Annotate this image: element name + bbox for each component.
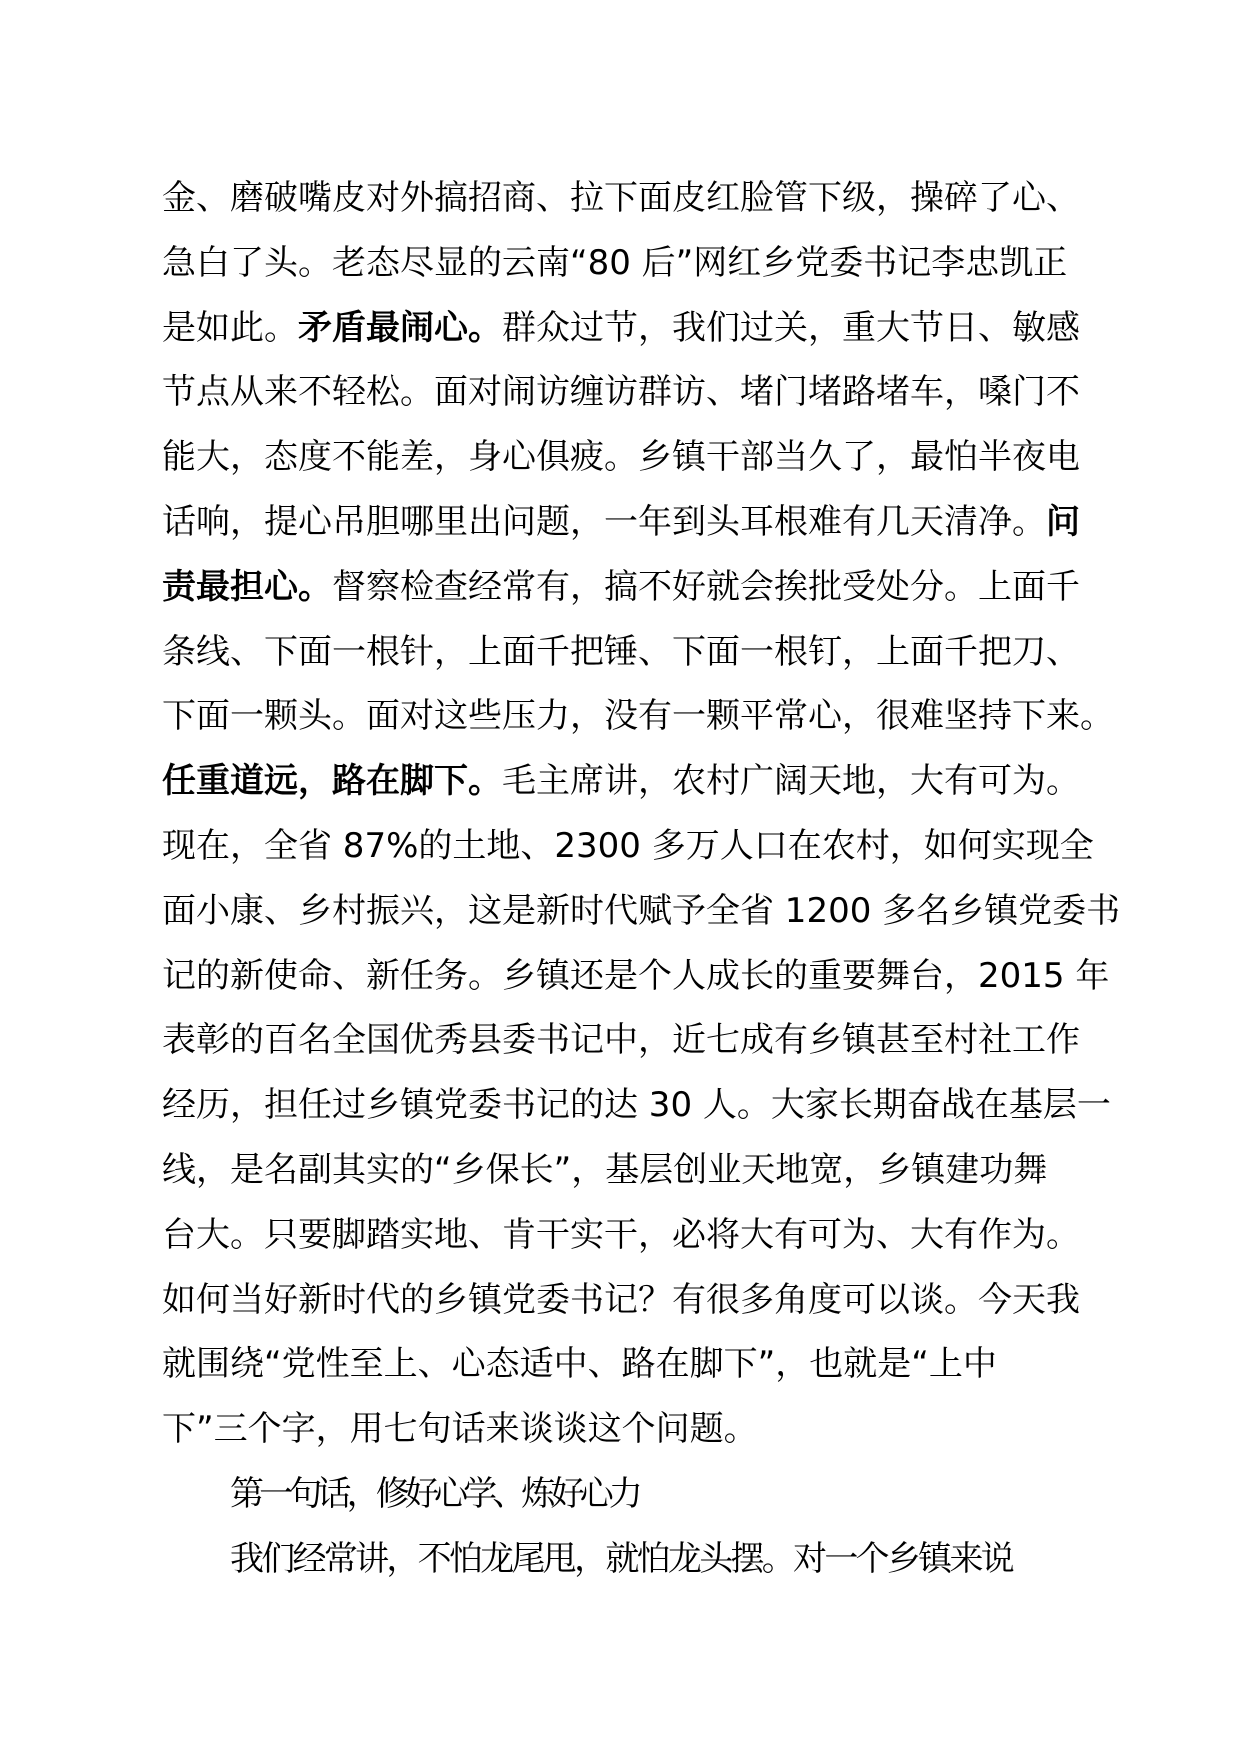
text-segment: 面小康、乡村振兴，这是新时代赋予全省 1200 多名乡镇党委书 (162, 890, 1121, 931)
text-segment: 督察检查经常有，搞不好就会挨批受处分。上面千 (332, 566, 1080, 607)
text-segment: 话响，提心吊胆哪里出问题，一年到头耳根难有几天清净。 (162, 501, 1046, 542)
text-segment: 我们经常讲，不怕龙尾甩，就怕龙头摆。对一个乡镇来说 (230, 1538, 1012, 1579)
text-segment: 条线、下面一根针，上面千把锤、下面一根钉，上面千把刀、 (162, 631, 1080, 672)
text-line (162, 231, 1122, 296)
bold-heading-text: 任重道远，路在脚下。 (162, 761, 502, 802)
text-line (162, 1138, 1122, 1203)
text-segment: 第一句话，修好心学、炼好心力 (230, 1473, 638, 1514)
text-line (162, 296, 1122, 361)
text-segment: 经历，担任过乡镇党委书记的达 30 人。大家长期奋战在基层一 (162, 1085, 1111, 1126)
text-segment: 下”三个字，用七句话来谈谈这个问题。 (162, 1409, 758, 1450)
text-segment: 是如此。 (162, 307, 298, 348)
text-line (162, 1073, 1122, 1138)
text-line (162, 166, 1122, 231)
text-segment: 现在，全省 87%的土地、2300 多万人口在农村，如何实现全 (162, 825, 1094, 866)
text-line (162, 1462, 1122, 1527)
text-segment: 表彰的百名全国优秀县委书记中，近七成有乡镇甚至村社工作 (162, 1020, 1080, 1061)
text-segment: 下面一颗头。面对这些压力，没有一颗平常心，很难坚持下来。 (162, 696, 1114, 737)
text-line (162, 814, 1122, 879)
text-line (162, 1527, 1122, 1592)
text-line (162, 1332, 1122, 1397)
text-segment: 台大。只要脚踏实地、肯干实干，必将大有可为、大有作为。 (162, 1214, 1080, 1255)
text-segment: 如何当好新时代的乡镇党委书记？有很多角度可以谈。今天我 (162, 1279, 1080, 1320)
text-line (162, 1268, 1122, 1333)
body-text (162, 166, 1122, 1592)
text-line (162, 1008, 1122, 1073)
text-segment: 金、磨破嘴皮对外搞招商、拉下面皮红脸管下级，操碎了心、 (162, 178, 1080, 218)
text-line (162, 944, 1122, 1009)
text-line (162, 555, 1122, 620)
text-segment: 节点从来不轻松。面对闹访缠访群访、堵门堵路堵车，嗓门不 (162, 372, 1080, 413)
text-segment: 线，是名副其实的“乡保长”，基层创业天地宽，乡镇建功舞 (162, 1149, 1048, 1190)
text-segment: 急白了头。老态尽显的云南“80 后”网红乡党委书记李忠凯正 (162, 242, 1068, 283)
text-line (162, 425, 1122, 490)
text-line (162, 1397, 1122, 1462)
text-line (162, 684, 1122, 749)
bold-heading-text: 责最担心。 (162, 566, 332, 607)
bold-heading-text: 问 (1046, 501, 1080, 542)
text-line (162, 879, 1122, 944)
bold-heading-text: 矛盾最闹心。 (298, 307, 502, 348)
text-segment: 毛主席讲，农村广阔天地，大有可为。 (502, 761, 1080, 802)
text-segment: 就围绕“党性至上、心态适中、路在脚下”，也就是“上中 (162, 1344, 997, 1385)
text-line (162, 620, 1122, 685)
text-line (162, 749, 1122, 814)
text-segment: 能大，态度不能差，身心俱疲。乡镇干部当久了，最怕半夜电 (162, 437, 1080, 478)
text-line (162, 360, 1122, 425)
text-segment: 群众过节，我们过关，重大节日、敏感 (502, 307, 1080, 348)
text-line (162, 490, 1122, 555)
text-line (162, 1203, 1122, 1268)
text-segment: 记的新使命、新任务。乡镇还是个人成长的重要舞台，2015 年 (162, 955, 1110, 996)
